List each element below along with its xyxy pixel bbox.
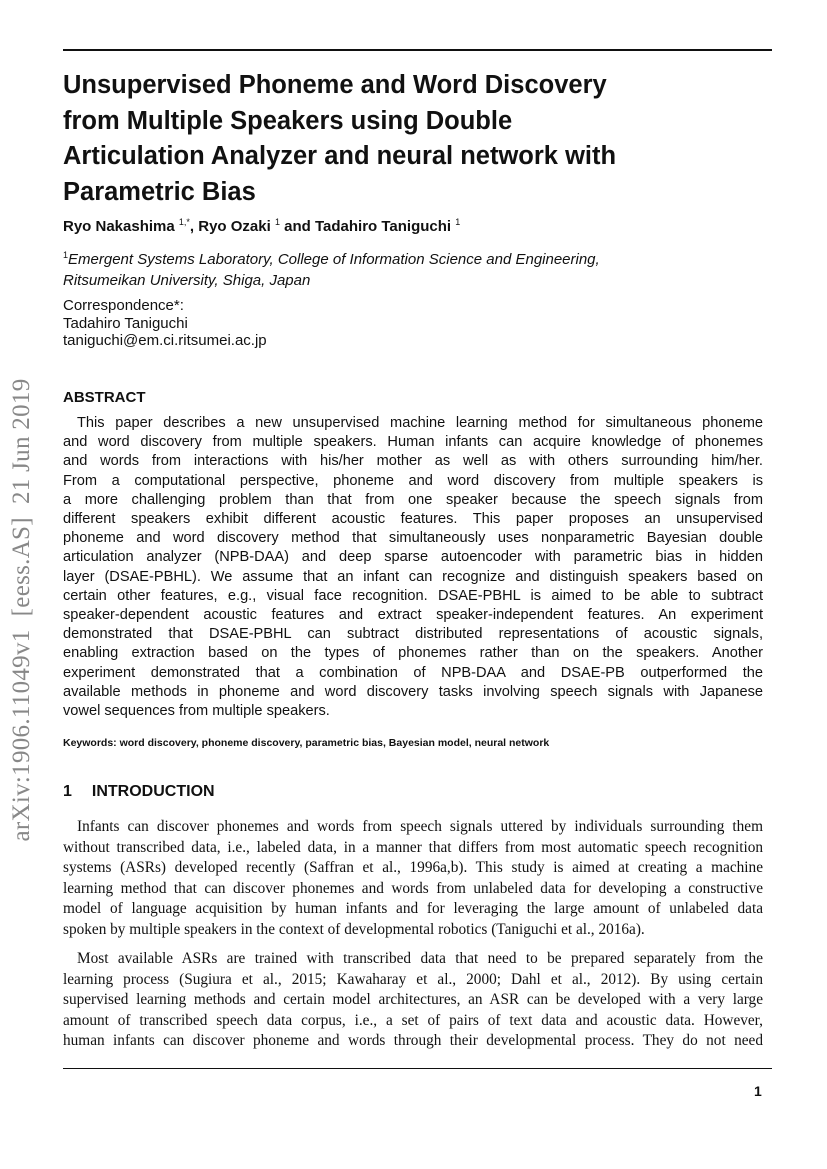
keywords: Keywords: word discovery, phoneme discovery, parametric bias, Bayesian model, neural network (63, 737, 550, 749)
section-number: 1 (63, 783, 72, 800)
text-line: amount of transcribed speech data corpus, i.e., a set of pairs of text data and acoustic data. However, (63, 1011, 763, 1029)
title-line: Unsupervised Phoneme and Word Discovery (63, 71, 607, 99)
correspondence-email: taniguchi@em.ci.ritsumei.ac.jp (63, 332, 267, 349)
text-line: a more challenging problem than that from one speaker because the speech signals from (63, 491, 763, 508)
text-line: enabling extraction based on the types of phonemes rather than on the speakers. Another (63, 645, 763, 662)
text-line: certain other features, e.g., visual face recognition. DSAE-PBHL is aimed to be able to subtract (63, 587, 763, 604)
intro-paragraph-1 (63, 817, 763, 941)
author-affil-mark: 1,* (178, 217, 190, 227)
text-line: and words from interactions with his/her mother as well as with others surrounding him/her. (63, 453, 763, 470)
text-line: learning method that can discover phonemes and words from unlabeled data for developing a constructive (63, 879, 763, 897)
text-line: experiment demonstrated that a combination of NPB-DAA and DSAE-PB outperformed the (63, 664, 763, 681)
title-line: Articulation Analyzer and neural network with (63, 142, 617, 170)
correspondence-label: Correspondence*: (63, 297, 184, 314)
text-line: different speakers exhibit different acoustic features. This paper proposes an unsupervised (63, 511, 763, 528)
correspondence-name: Tadahiro Taniguchi (63, 314, 188, 332)
author-name: Ryo Ozaki (198, 218, 271, 235)
text-line: supervised learning methods and certain model architectures, an ASR can be developed with a very large (63, 991, 763, 1009)
author-name: Ryo Nakashima (63, 218, 175, 235)
top-rule (63, 49, 772, 51)
author-list (63, 217, 460, 235)
text-line: and word discovery from multiple speakers. Human infants can acquire knowledge of phonemes (63, 434, 763, 451)
author-affil-mark: 1 (274, 217, 280, 227)
text-line: This paper describes a new unsupervised machine learning method for simultaneous phoneme (77, 415, 763, 431)
paper-title (63, 68, 763, 210)
footer-rule (63, 1068, 772, 1069)
section-heading-introduction (63, 783, 215, 801)
text-line: From a computational perspective, phoneme and word discovery from multiple speakers is (63, 472, 763, 489)
abstract-heading: ABSTRACT (63, 389, 146, 406)
text-line: articulation analyzer (NPB-DAA) and deep sparse autoencoder with parametric bias in hidden (63, 549, 763, 566)
text-line: human infants can discover phoneme and words through their developmental process. They do not need (63, 1032, 763, 1050)
author-affil-mark: 1 (455, 217, 461, 227)
correspondence (63, 297, 267, 350)
text-line: Most available ASRs are trained with transcribed data that need to be prepared separately from the (77, 950, 763, 967)
section-title: INTRODUCTION (91, 783, 215, 800)
text-line: phoneme and word discovery method that simultaneously uses nonparametric Bayesian double (63, 530, 763, 547)
arxiv-stamp: arXiv:1906.11049v1 [eess.AS] 21 Jun 2019 (8, 378, 35, 842)
author-separator: and (279, 218, 315, 235)
text-line: demonstrated that DSAE-PBHL can subtract distributed representations of acoustic signals, (63, 626, 763, 643)
affiliation-mark: 1 (63, 250, 69, 260)
affiliation-line: Ritsumeikan University, Shiga, Japan (63, 272, 311, 289)
intro-paragraph-2 (63, 949, 763, 1052)
page-number: 1 (754, 1083, 762, 1099)
title-line: Parametric Bias (63, 177, 256, 206)
text-line: available methods in phoneme and word discovery tasks involving speech signals with Japanese (63, 683, 763, 700)
author-name: Tadahiro Taniguchi (314, 218, 452, 235)
text-line: speaker-dependent acoustic features and extract speaker-independent features. An experiment (63, 607, 763, 624)
text-line: learning process (Sugiura et al., 2015; Kawaharay et al., 2000; Dahl et al., 2012). By using certain (63, 970, 763, 988)
title-line: from Multiple Speakers using Double (63, 106, 513, 135)
text-line: vowel sequences from multiple speakers. (63, 703, 330, 720)
text-line: without transcribed data, i.e., labeled data, in a manner that differs from most automatic speech recognition (63, 838, 763, 856)
affiliation (63, 245, 773, 291)
abstract-body (63, 414, 763, 721)
text-line: model of language acquisition by human infants and for leveraging the large amount of unlabeled data (63, 900, 763, 918)
text-line: Infants can discover phonemes and words from speech signals uttered by individuals surrounding them (77, 818, 763, 835)
text-line: layer (DSAE-PBHL). We assume that an infant can recognize and distinguish speakers based on (63, 568, 763, 585)
text-line: systems (ASRs) developed recently (Saffran et al., 1996a,b). This study is aimed at creating a machine (63, 859, 763, 877)
affiliation-line: Emergent Systems Laboratory, College of Information Science and Engineering, (68, 251, 600, 268)
author-separator: , (189, 218, 199, 235)
text-line: spoken by multiple speakers in the context of developmental robotics (Taniguchi et al., 2016a). (63, 920, 645, 938)
